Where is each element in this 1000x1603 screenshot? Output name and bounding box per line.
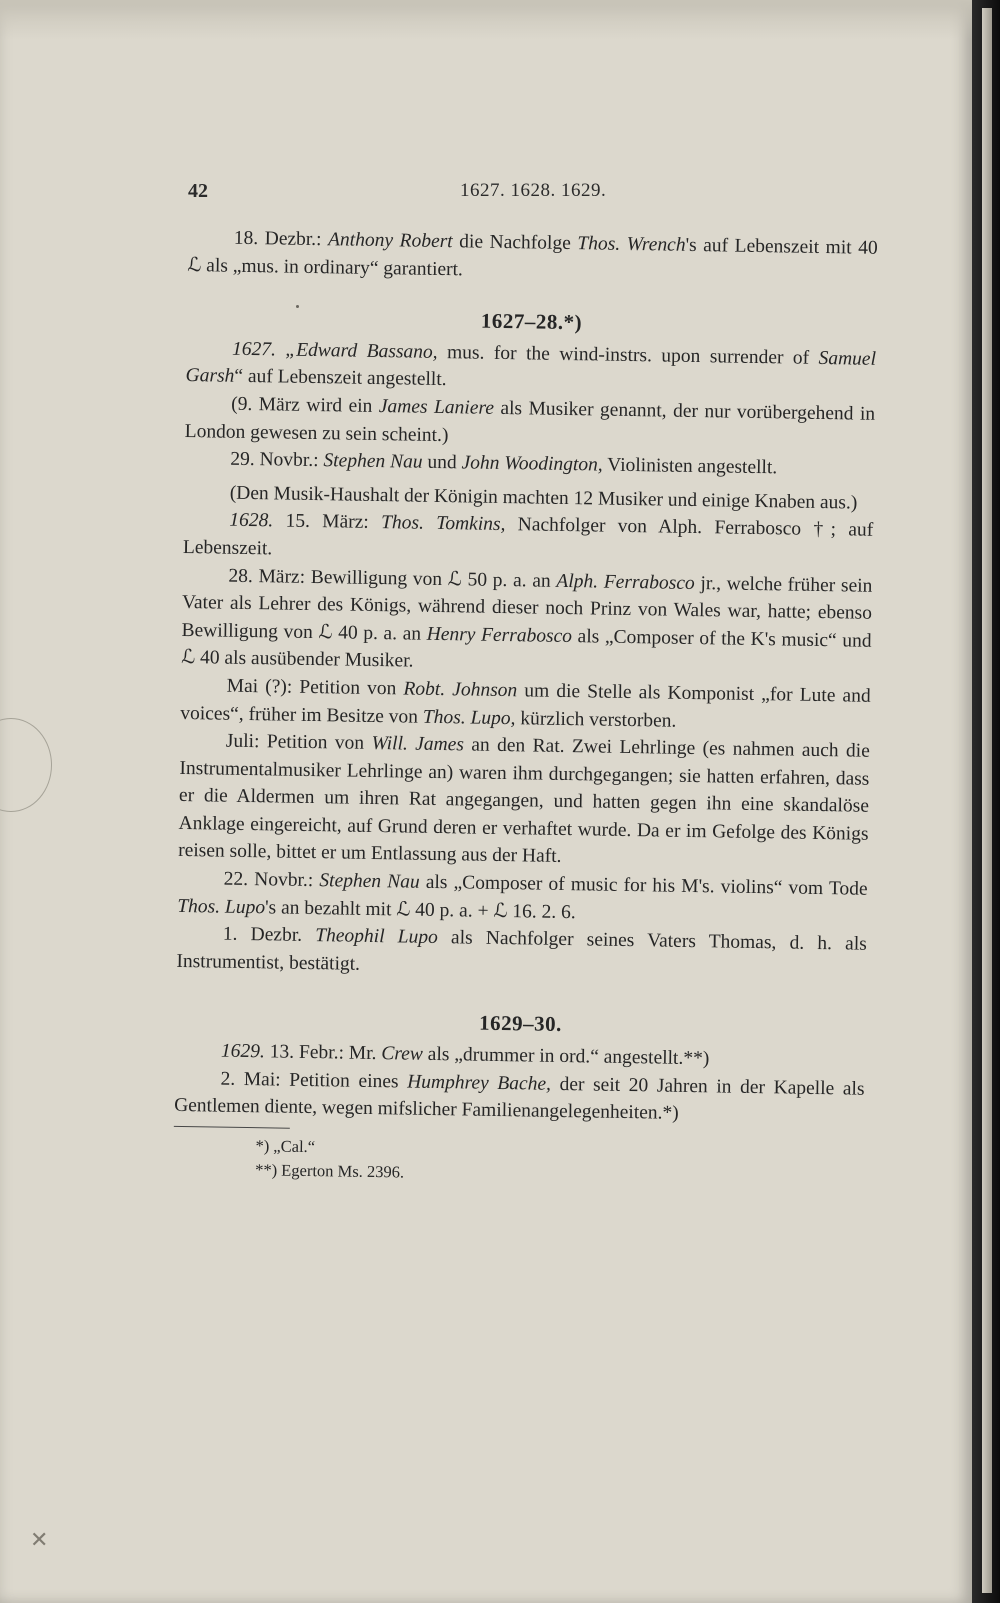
page-shadow xyxy=(0,0,972,40)
page-stack-edge xyxy=(982,8,992,1593)
entry-paragraph: 22. Novbr.: Stephen Nau als „Composer of music for his M's. violins“ vom Tode Thos. Lupo's an bezahlt mit ℒ 40 p. a. + ℒ 16. 2. 6. xyxy=(177,868,868,923)
person-name: Will. James xyxy=(371,733,465,756)
corner-pencil-mark: ✕ xyxy=(30,1528,49,1553)
person-name: „Edward Bassano, xyxy=(275,339,438,363)
entry-paragraph: 1628. 15. März: Thos. Tomkins, Nachfolger von Alph. Ferrabosco †; auf Lebenszeit. xyxy=(182,510,874,560)
binding-ring-mark xyxy=(0,718,52,812)
person-name: Thos. Lupo xyxy=(177,895,266,918)
entry-paragraph: 1627. „Edward Bassano, mus. for the wind-instrs. upon surrender of Samuel Garsh“ auf Lebenszeit angestellt. xyxy=(185,338,877,391)
entry-paragraph: 1. Dezbr. Theophil Lupo als Nachfolger seines Vaters Thomas, d. h. als Instrumentist, bestätigt. xyxy=(176,923,867,975)
person-name: Stephen Nau xyxy=(319,870,420,893)
person-name: Alph. Ferrabosco xyxy=(556,570,695,594)
year: 1629. xyxy=(220,1040,266,1063)
year: 1628. xyxy=(229,510,274,532)
person-name: Thos. Tomkins, xyxy=(380,512,506,536)
page-header xyxy=(0,180,972,210)
footnote: *) „Cal.“ xyxy=(255,1135,316,1156)
footnote-divider xyxy=(174,1126,290,1129)
entry-paragraph: 29. Novbr.: Stephen Nau und John Woodington, Violinisten angestellt. xyxy=(230,448,778,479)
person-name: Robt. Johnson xyxy=(403,678,518,702)
person-name: John Woodington, xyxy=(461,452,603,476)
person-name: Henry Ferrabosco xyxy=(426,623,573,647)
entry-paragraph: (9. März wird ein James Laniere als Musiker genannt, der nur vorübergehend in London gewesen zu sein scheint.) xyxy=(184,393,876,446)
person-name: Thos. Wrench xyxy=(577,233,686,256)
person-name: Samuel Garsh xyxy=(185,347,877,388)
entry-paragraph: Mai (?): Petition von Robt. Johnson um die Stelle als Komponist „for Lute and voices“, früher im Besitze von Thos. Lupo, kürzlich verstorben. xyxy=(180,675,871,732)
entry-paragraph: Juli: Petition von Will. James an den Rat. Zwei Lehrlinge (es nahmen auch die Instrumentalmusiker Lehrlinge an) waren ihm durchgegangen; sie hatten erfahren, dass er die Aldermen um ihren Rat angegangen, und hatten gegen ihn eine skandalöse Anklage eingereicht, auf Grund deren er verhaftet wurde. Da er im Gefolge des Königs reisen solle, bittet er um Entlassung aus der Haft. xyxy=(177,730,870,868)
year: 1627. xyxy=(231,338,277,361)
person-name: Crew xyxy=(381,1043,424,1065)
entry-paragraph: 1629. 13. Febr.: Mr. Crew als „drummer in ord.“ angestellt.**) xyxy=(220,1040,710,1070)
page-number: 42 xyxy=(188,180,208,202)
section-heading: 1627–28.*) xyxy=(480,308,583,335)
person-name: Stephen Nau xyxy=(323,450,423,473)
person-name: Thos. Lupo, xyxy=(422,706,516,729)
footnote: **) Egerton Ms. 2396. xyxy=(255,1159,405,1182)
person-name: Anthony Robert xyxy=(327,229,453,253)
entry-paragraph: 28. März: Bewilligung von ℒ 50 p. a. an Alph. Ferrabosco jr., welche früher sein Vater als Lehrer des Königs, während dieser noch Prinz von Wales war, hatte; ebenso Bewilligung von ℒ 40 p. a. an Henry Ferrabosco als „Composer of the K's music“ und ℒ 40 als ausübender Musiker. xyxy=(181,565,873,672)
body-text xyxy=(173,224,878,1192)
section-heading: 1629–30. xyxy=(478,1011,563,1037)
person-name: Humphrey Bache, xyxy=(407,1071,552,1095)
entry-paragraph: 18. Dezbr.: Anthony Robert die Nachfolge Thos. Wrench's auf Lebenszeit mit 40 ℒ als „mus. in ordinary“ garantiert. xyxy=(187,227,878,280)
entry-paragraph: 2. Mai: Petition eines Humphrey Bache, der seit 20 Jahren in der Kapelle als Gentlemen diente, wegen mifslicher Familienangelegenheiten.*) xyxy=(173,1068,865,1125)
person-name: James Laniere xyxy=(378,395,495,419)
person-name: Theophil Lupo xyxy=(315,925,439,949)
book-edge xyxy=(972,0,1000,1603)
running-head: 1627. 1628. 1629. xyxy=(460,180,607,201)
entry-paragraph: (Den Musik-Haushalt der Königin machten 12 Musiker und einige Knaben aus.) xyxy=(229,482,858,514)
